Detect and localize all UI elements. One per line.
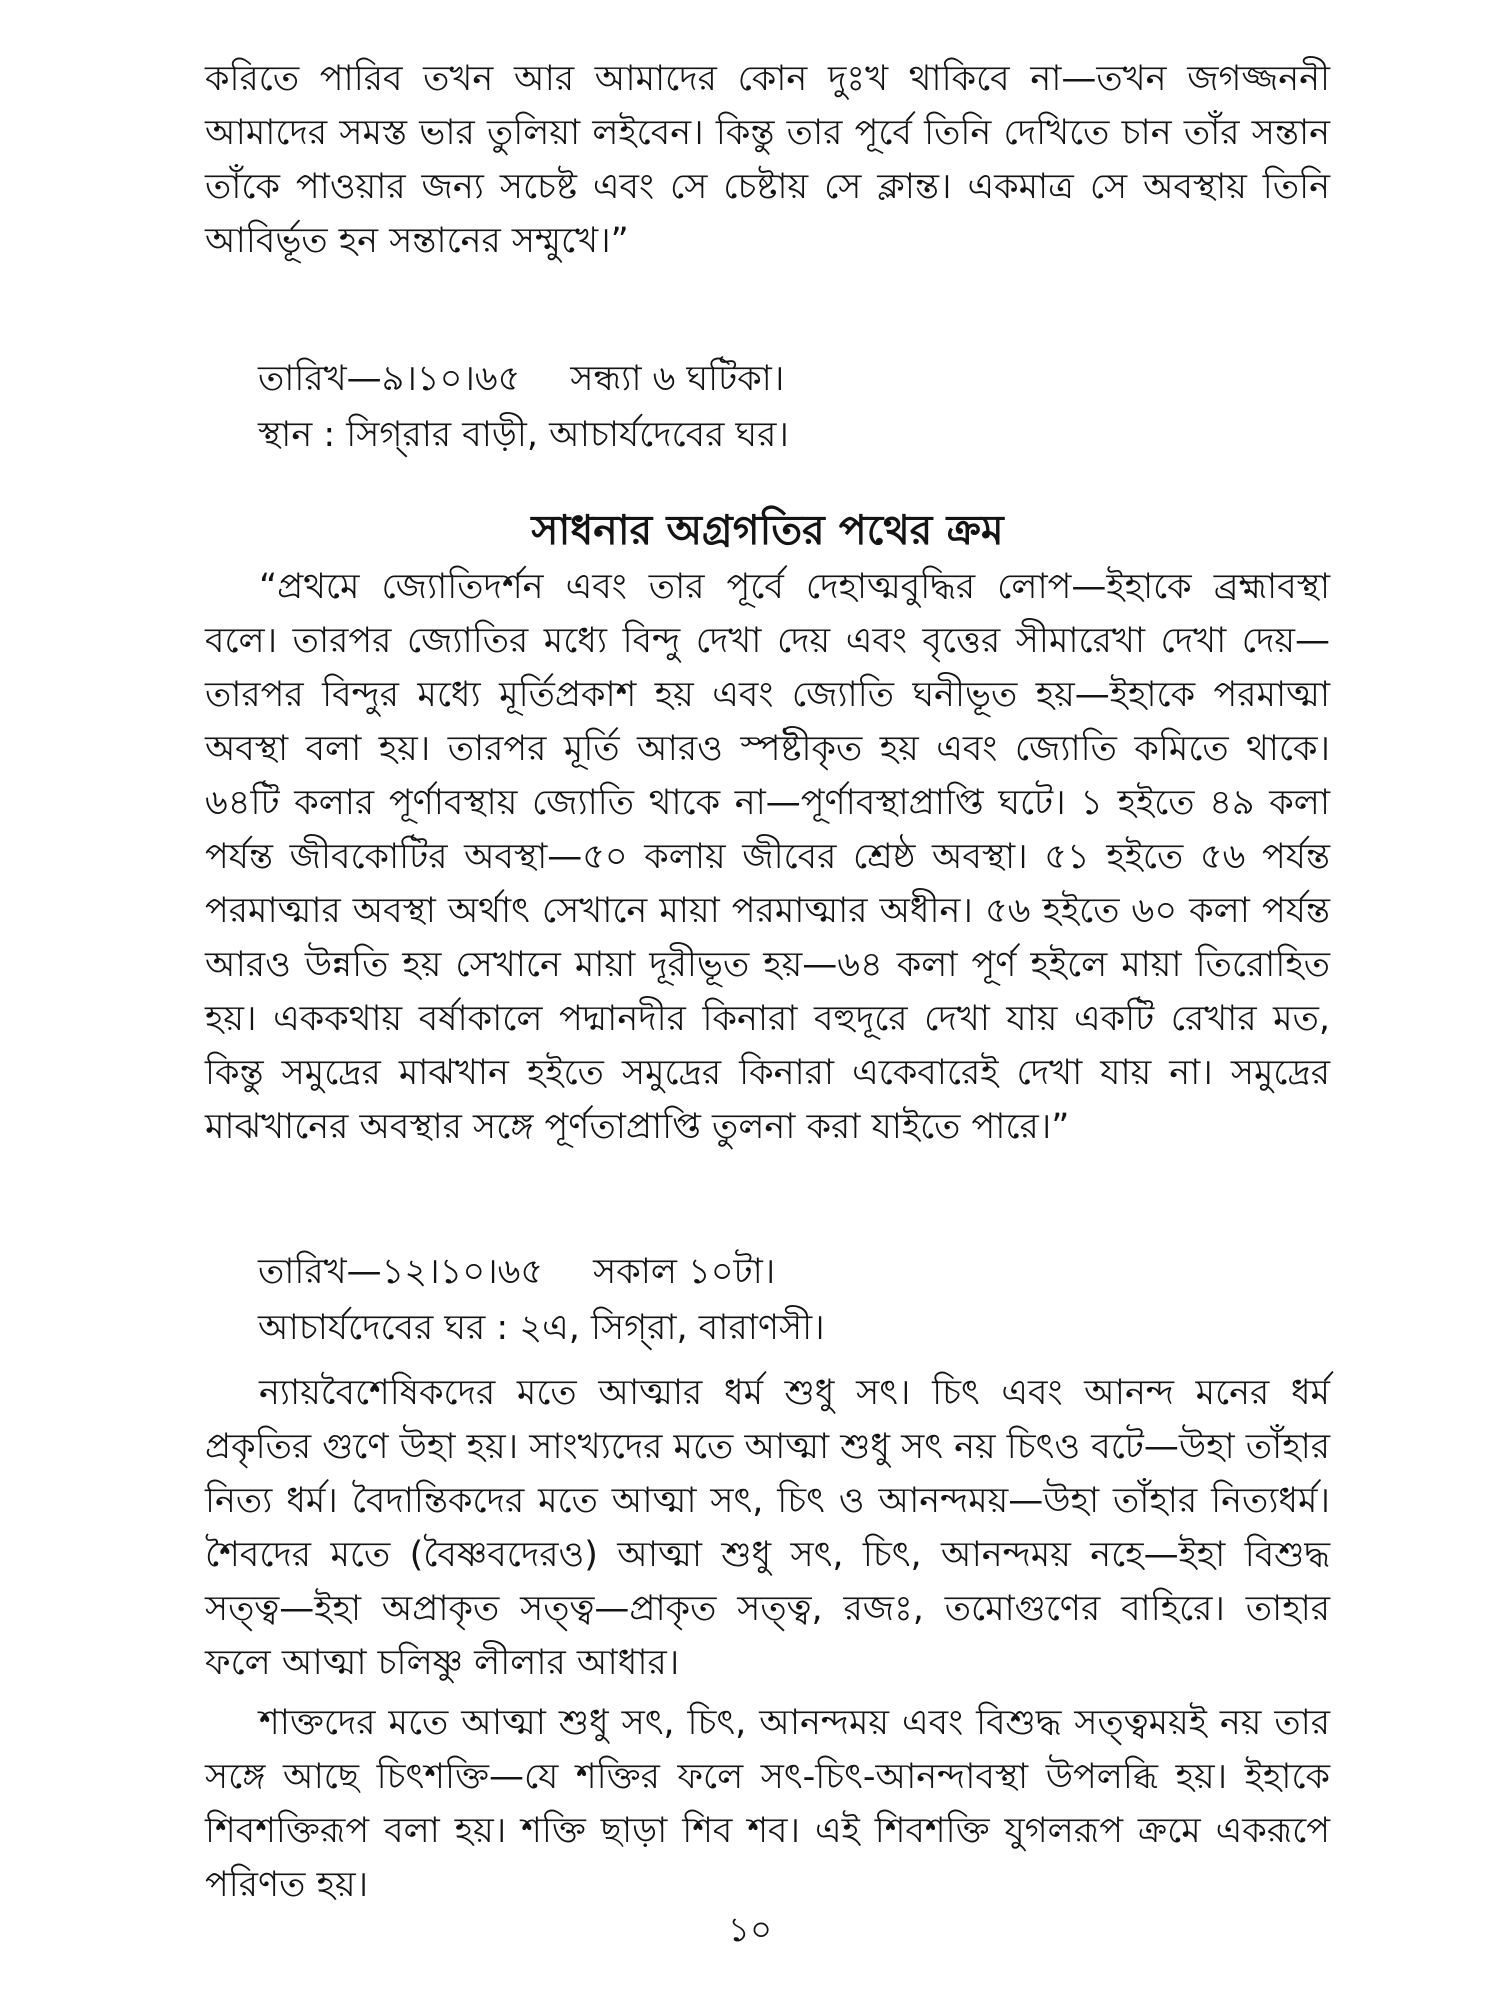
quote-paragraph: “প্রথমে জ্যোতিদর্শন এবং তার পূর্বে দেহাত্মবুদ্ধির লোপ—ইহাকে ব্রহ্মাবস্থা বলে। তারপর জ্যোতির মধ্যে বিন্দু দেখা দেয় এবং বৃত্তের সীমারেখা দেখা দেয়—তারপর বিন্দুর মধ্যে মূর্তিপ্রকাশ হয় এবং জ্যোতি ঘনীভূত হয়—ইহাকে পরমাত্মা অবস্থা বলা হয়। তারপর মূর্তি আরও স্পষ্টীকৃত হয় এবং জ্যোতি কমিতে থাকে। ৬৪টি কলার পূর্ণাবস্থায় জ্যোতি থাকে না—পূর্ণাবস্থাপ্রাপ্তি ঘটে। ১ হইতে ৪৯ কলা পর্যন্ত জীবকোটির অবস্থা—৫০ কলায় জীবের শ্রেষ্ঠ অবস্থা। ৫১ হইতে ৫৬ পর্যন্ত পরমাত্মার অবস্থা অর্থাৎ সেখানে মায়া পরমাত্মার অধীন। ৫৬ হইতে ৬০ কলা পর্যন্ত আরও উন্নতি হয় সেখানে মায়া দূরীভূত হয়—৬৪ কলা পূর্ণ হইলে মায়া তিরোহিত হয়। এককথায় বর্ষাকালে পদ্মানদীর কিনারা বহুদূরে দেখা যায় একটি রেখার মত, কিন্তু সমুদ্রের মাঝখান হইতে সমুদ্রের কিনারা একেবারেই দেখা যায় না। সমুদ্রের মাঝখানের অবস্থার সঙ্গে পূর্ণতাপ্রাপ্তি তুলনা করা যাইতে পারে।”	[205, 567, 1330, 1147]
entry-1-time: সন্ধ্যা ৬ ঘটিকা।	[570, 359, 785, 399]
entry-2-meta	[258, 1244, 825, 1356]
entry-1-date-line	[258, 351, 789, 407]
entry-1-place: স্থান : সিগ্‌রার বাড়ী, আচার্যদেবের ঘর।	[258, 415, 789, 455]
paragraph-nyaya: ন্যায়বৈশেষিকদের মতে আত্মার ধর্ম শুধু সৎ। চিৎ এবং আনন্দ মনের ধর্ম প্রকৃতির গুণে উহা হয়। সাংখ্যদের মতে আত্মা শুধু সৎ নয় চিৎও বটে—উহা তাঁহার নিত্য ধর্ম। বৈদান্তিকদের মতে আত্মা সৎ, চিৎ ও আনন্দময়—উহা তাঁহার নিত্যধর্ম। শৈবদের মতে (বৈষ্ণবদেরও) আত্মা শুধু সৎ, চিৎ, আনন্দময় নহে—ইহা বিশুদ্ধ সত্ত্ব—ইহা অপ্রাকৃত সত্ত্ব—প্রাকৃত সত্ত্ব, রজঃ, তমোগুণের বাহিরে। তাহার ফলে আত্মা চলিষ্ণু লীলার আধার।	[205, 1373, 1330, 1683]
entry-2-place: আচার্যদেবের ঘর : ২এ, সিগ্‌রা, বারাণসী।	[258, 1308, 825, 1348]
entry-1-date: তারিখ—৯।১০।৬৫	[258, 359, 521, 399]
entry-2-time: সকাল ১০টা।	[593, 1252, 776, 1292]
paragraph-shakta: শাক্তদের মতে আত্মা শুধু সৎ, চিৎ, আনন্দময় এবং বিশুদ্ধ সত্ত্বময়ই নয় তার সঙ্গে আছে চিৎশক্তি—যে শক্তির ফলে সৎ-চিৎ-আনন্দাবস্থা উপলব্ধি হয়। ইহাকে শিবশক্তিরূপ বলা হয়। শক্তি ছাড়া শিব শব। এই শিবশক্তি যুগলরূপ ক্রমে একরূপে পরিণত হয়।	[205, 1703, 1330, 1905]
section-heading: সাধনার অগ্রগতির পথের ক্রম	[531, 506, 1004, 554]
opening-paragraph: করিতে পারিব তখন আর আমাদের কোন দুঃখ থাকিবে না—তখন জগজ্জননী আমাদের সমস্ত ভার তুলিয়া লইবেন। কিন্তু তার পূর্বে তিনি দেখিতে চান তাঁর সন্তান তাঁকে পাওয়ার জন্য সচেষ্ট এবং সে চেষ্টায় সে ক্লান্ত। একমাত্র সে অবস্থায় তিনি আবির্ভূত হন সন্তানের সম্মুখে।”	[205, 59, 1330, 261]
entry-2-date: তারিখ—১২।১০।৬৫	[258, 1252, 544, 1292]
page-number: ১০	[727, 1910, 773, 1950]
entry-2-date-line	[258, 1244, 825, 1300]
entry-1-meta	[258, 351, 789, 463]
